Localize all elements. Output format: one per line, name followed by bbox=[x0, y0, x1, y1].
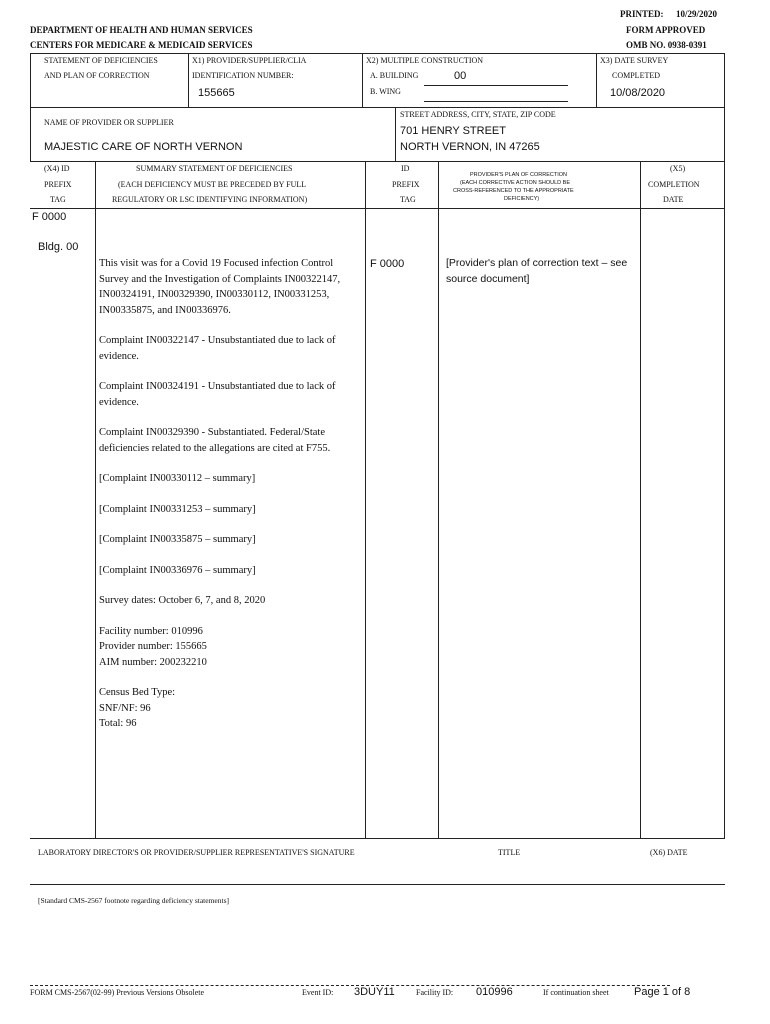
summary-paragraph: Provider number: 155665 bbox=[99, 641, 207, 652]
event-id: 3DUY11 bbox=[354, 986, 395, 998]
plan-header-2: (EACH CORRECTIVE ACTION SHOULD BE bbox=[460, 180, 571, 186]
facility-id: 010996 bbox=[476, 986, 513, 998]
summary-paragraph: [Complaint IN00331253 – summary] bbox=[99, 503, 256, 515]
summary-paragraph: Complaint IN00329390 - Substantiated. Federal/State deficiencies related to the allegations are cited at F755. bbox=[99, 427, 331, 454]
x6-date-label: (X6) DATE bbox=[650, 848, 688, 857]
plan-header-4: DEFICIENCY) bbox=[504, 196, 540, 202]
continuation-label: If continuation sheet bbox=[543, 988, 609, 997]
form-number: FORM CMS-2567(02-99) Previous Versions Obsolete bbox=[30, 988, 205, 997]
summary-paragraph: SNF/NF: 96 bbox=[99, 702, 151, 714]
plan-header-1: PROVIDER'S PLAN OF CORRECTION bbox=[470, 172, 568, 178]
summary-paragraph: Complaint IN00322147 - Unsubstantiated due to lack of evidence. bbox=[99, 335, 336, 362]
x5-header-3: DATE bbox=[663, 195, 684, 204]
summary-paragraph: AIM number: 200232210 bbox=[99, 656, 207, 668]
summary-paragraph: Census Bed Type: bbox=[99, 687, 176, 698]
provider-name-label: NAME OF PROVIDER OR SUPPLIER bbox=[44, 118, 174, 127]
title-label: TITLE bbox=[498, 848, 521, 857]
x3-label-2: COMPLETED bbox=[612, 71, 660, 80]
address-line-1: 701 HENRY STREET bbox=[400, 125, 506, 137]
x4-header-3: TAG bbox=[50, 195, 66, 204]
summary-statement bbox=[99, 256, 361, 732]
building-id: Bldg. 00 bbox=[38, 241, 79, 253]
form-approved: FORM APPROVED bbox=[626, 25, 706, 35]
facility-id-label: Facility ID: bbox=[416, 988, 454, 997]
plan-of-correction: [Provider's plan of correction text – see source document] bbox=[446, 257, 628, 285]
address-line-2: NORTH VERNON, IN 47265 bbox=[400, 141, 540, 153]
omb-number: OMB NO. 0938-0391 bbox=[626, 40, 707, 50]
page-number: Page 1 of 8 bbox=[634, 986, 691, 998]
printed-date: 10/29/2020 bbox=[676, 9, 718, 19]
summary-paragraph: Total: 96 bbox=[99, 718, 137, 729]
summary-header-3: REGULATORY OR LSC IDENTIFYING INFORMATION) bbox=[112, 195, 308, 204]
statement-label-1: STATEMENT OF DEFICIENCIES bbox=[44, 56, 158, 65]
x5-header-1: (X5) bbox=[670, 164, 686, 173]
summary-header-1: SUMMARY STATEMENT OF DEFICIENCIES bbox=[136, 164, 293, 173]
department-title: DEPARTMENT OF HEALTH AND HUMAN SERVICES bbox=[30, 25, 253, 35]
statement-label-2: AND PLAN OF CORRECTION bbox=[44, 71, 150, 80]
x1-label: X1) PROVIDER/SUPPLIER/CLIA bbox=[192, 56, 307, 65]
summary-paragraph: [Complaint IN00336976 – summary] bbox=[99, 564, 256, 576]
summary-paragraph: [Complaint IN00335875 – summary] bbox=[99, 534, 256, 545]
event-id-label: Event ID: bbox=[302, 988, 334, 997]
building-value: 00 bbox=[454, 70, 467, 82]
x3-value: 10/08/2020 bbox=[610, 87, 666, 99]
x1-value: 155665 bbox=[198, 87, 235, 99]
lab-director-signature-label: LABORATORY DIRECTOR'S OR PROVIDER/SUPPLIER REPRESENTATIVE'S SIGNATURE bbox=[38, 848, 355, 857]
building-label: A. BUILDING bbox=[370, 71, 419, 80]
footer-note: [Standard CMS-2567 footnote regarding deficiency statements] bbox=[38, 896, 229, 905]
tag-id: F 0000 bbox=[32, 211, 67, 223]
summary-paragraph: Survey dates: October 6, 7, and 8, 2020 bbox=[99, 595, 266, 606]
provider-name: MAJESTIC CARE OF NORTH VERNON bbox=[44, 141, 243, 153]
x4-header-2: PREFIX bbox=[44, 180, 72, 189]
x1-label-2: IDENTIFICATION NUMBER: bbox=[192, 71, 294, 80]
wing-label: B. WING bbox=[370, 87, 401, 96]
summary-paragraph: This visit was for a Covid 19 Focused infection Control Survey and the Investigation of Complaints IN00322147, IN00324191, IN00329390, IN00330112, IN00331253, IN00335875, and IN00336976. bbox=[99, 258, 341, 316]
plan-header-3: CROSS-REFERENCED TO THE APPROPRIATE bbox=[453, 188, 574, 194]
x3-label: X3) DATE SURVEY bbox=[600, 56, 669, 65]
address-label: STREET ADDRESS, CITY, STATE, ZIP CODE bbox=[400, 110, 556, 119]
printed-label: PRINTED: bbox=[620, 9, 664, 19]
centers-title: CENTERS FOR MEDICARE & MEDICAID SERVICES bbox=[30, 40, 253, 50]
x5-header-2: COMPLETION bbox=[648, 180, 700, 189]
id-header-3: TAG bbox=[400, 195, 416, 204]
summary-header-2: (EACH DEFICIENCY MUST BE PRECEDED BY FULL bbox=[118, 180, 307, 189]
summary-paragraph: [Complaint IN00330112 – summary] bbox=[99, 473, 256, 484]
id-header-2: PREFIX bbox=[392, 180, 420, 189]
x2-label: X2) MULTIPLE CONSTRUCTION bbox=[366, 56, 484, 65]
id-header-1: ID bbox=[401, 164, 410, 173]
summary-paragraph: Complaint IN00324191 - Unsubstantiated due to lack of evidence. bbox=[99, 381, 336, 408]
x4-header-1: (X4) ID bbox=[44, 164, 70, 173]
summary-paragraph: Facility number: 010996 bbox=[99, 625, 203, 637]
right-tag-id: F 0000 bbox=[370, 258, 405, 270]
